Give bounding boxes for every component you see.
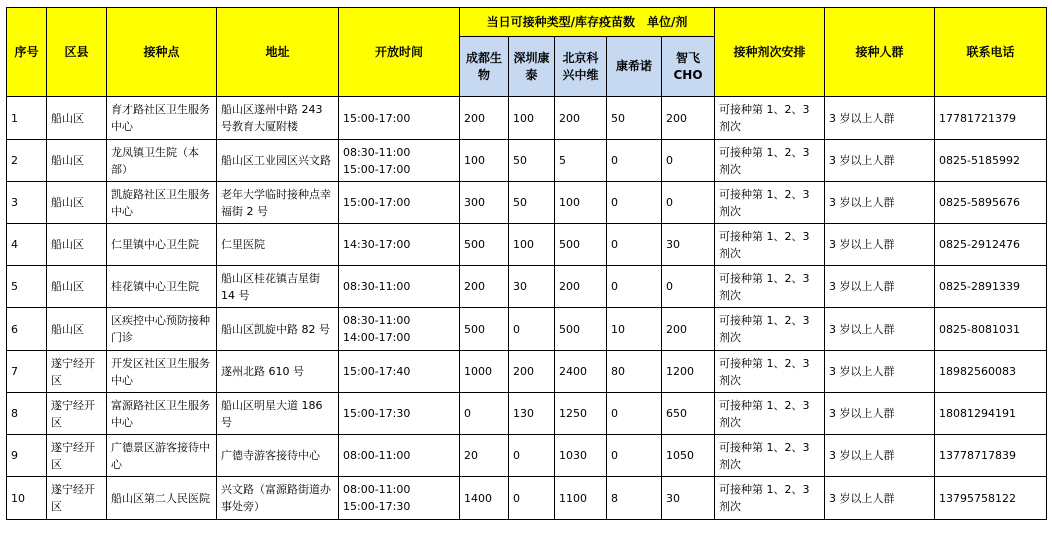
cell-people: 3 岁以上人群: [825, 266, 935, 308]
table-row: [7, 224, 1047, 266]
header-vaccine-5: 智飞CHO: [662, 37, 715, 97]
cell-vaccine-count-3: 1030: [555, 435, 607, 477]
cell-vaccine-count-3: 500: [555, 308, 607, 351]
header-phone: 联系电话: [935, 8, 1047, 97]
table-row: [7, 393, 1047, 435]
cell-vaccine-count-3: 5: [555, 140, 607, 182]
hours-line: 08:00-11:00: [343, 449, 411, 462]
cell-county: 遂宁经开区: [47, 351, 107, 393]
cell-county: 船山区: [47, 182, 107, 224]
header-address: 地址: [217, 8, 339, 97]
hours-line: 15:00-17:00: [343, 196, 411, 209]
cell-vaccine-count-1: 1400: [460, 477, 509, 520]
cell-county: 遂宁经开区: [47, 393, 107, 435]
cell-hours: [339, 351, 460, 393]
cell-seq: 6: [7, 308, 47, 351]
cell-dose: 可接种第 1、2、3 剂次: [715, 224, 825, 266]
cell-seq: 8: [7, 393, 47, 435]
cell-address: 船山区工业园区兴文路: [217, 140, 339, 182]
cell-vaccine-count-5: 0: [662, 182, 715, 224]
table-row: [7, 477, 1047, 520]
cell-county: 遂宁经开区: [47, 435, 107, 477]
cell-county: 船山区: [47, 224, 107, 266]
cell-vaccine-count-3: 500: [555, 224, 607, 266]
cell-vaccine-count-5: 200: [662, 97, 715, 140]
cell-site: 广德景区游客接待中心: [107, 435, 217, 477]
hours-line: 08:30-11:00: [343, 280, 411, 293]
header-county: 区县: [47, 8, 107, 97]
cell-vaccine-count-1: 500: [460, 224, 509, 266]
cell-vaccine-count-2: 200: [509, 351, 555, 393]
cell-phone: 18982560083: [935, 351, 1047, 393]
cell-hours: [339, 308, 460, 351]
cell-seq: 9: [7, 435, 47, 477]
cell-site: 区疾控中心预防接种门诊: [107, 308, 217, 351]
cell-vaccine-count-5: 0: [662, 266, 715, 308]
cell-hours: [339, 266, 460, 308]
cell-address: 船山区凯旋中路 82 号: [217, 308, 339, 351]
cell-vaccine-count-1: 1000: [460, 351, 509, 393]
cell-address: 船山区遂州中路 243 号教育大厦附楼: [217, 97, 339, 140]
cell-vaccine-count-3: 2400: [555, 351, 607, 393]
cell-vaccine-count-5: 0: [662, 140, 715, 182]
cell-address: 广德寺游客接待中心: [217, 435, 339, 477]
cell-dose: 可接种第 1、2、3 剂次: [715, 266, 825, 308]
hours-line: 08:30-11:00: [343, 145, 411, 159]
cell-vaccine-count-1: 20: [460, 435, 509, 477]
cell-people: 3 岁以上人群: [825, 393, 935, 435]
cell-people: 3 岁以上人群: [825, 182, 935, 224]
cell-vaccine-count-1: 100: [460, 140, 509, 182]
cell-vaccine-count-2: 0: [509, 435, 555, 477]
cell-dose: 可接种第 1、2、3 剂次: [715, 97, 825, 140]
cell-vaccine-count-4: 0: [607, 224, 662, 266]
header-hours: 开放时间: [339, 8, 460, 97]
cell-address: 船山区明星大道 186 号: [217, 393, 339, 435]
cell-hours: [339, 97, 460, 140]
cell-vaccine-count-1: 300: [460, 182, 509, 224]
table-row: [7, 140, 1047, 182]
hours-line: 15:00-17:00: [343, 111, 411, 125]
hours-line: 15:00-17:30: [343, 500, 411, 513]
cell-site: 龙凤镇卫生院（本部）: [107, 140, 217, 182]
cell-county: 船山区: [47, 97, 107, 140]
cell-county: 遂宁经开区: [47, 477, 107, 520]
cell-vaccine-count-3: 200: [555, 97, 607, 140]
cell-phone: 0825-2912476: [935, 224, 1047, 266]
cell-vaccine-count-4: 10: [607, 308, 662, 351]
cell-seq: 7: [7, 351, 47, 393]
cell-vaccine-count-2: 0: [509, 477, 555, 520]
cell-dose: 可接种第 1、2、3 剂次: [715, 435, 825, 477]
cell-vaccine-count-2: 100: [509, 224, 555, 266]
cell-people: 3 岁以上人群: [825, 224, 935, 266]
cell-vaccine-count-2: 30: [509, 266, 555, 308]
cell-vaccine-count-5: 1050: [662, 435, 715, 477]
header-site: 接种点: [107, 8, 217, 97]
table-row: [7, 351, 1047, 393]
cell-vaccine-count-2: 100: [509, 97, 555, 140]
hours-line: 08:30-11:00: [343, 314, 411, 327]
cell-county: 船山区: [47, 140, 107, 182]
cell-phone: 18081294191: [935, 393, 1047, 435]
hours-line: 08:00-11:00: [343, 483, 411, 496]
vaccination-sites-table: [6, 7, 1047, 520]
cell-site: 仁里镇中心卫生院: [107, 224, 217, 266]
cell-vaccine-count-5: 30: [662, 477, 715, 520]
hours-line: 14:00-17:00: [343, 331, 411, 344]
cell-site: 凯旋路社区卫生服务中心: [107, 182, 217, 224]
cell-vaccine-count-4: 8: [607, 477, 662, 520]
cell-site: 桂花镇中心卫生院: [107, 266, 217, 308]
cell-seq: 3: [7, 182, 47, 224]
table-row: [7, 308, 1047, 351]
cell-phone: 0825-5895676: [935, 182, 1047, 224]
cell-address: 船山区桂花镇吉星街 14 号: [217, 266, 339, 308]
cell-vaccine-count-4: 0: [607, 266, 662, 308]
cell-vaccine-count-5: 1200: [662, 351, 715, 393]
hours-line: 14:30-17:00: [343, 238, 411, 251]
cell-hours: [339, 435, 460, 477]
cell-seq: 2: [7, 140, 47, 182]
cell-address: 兴文路（富源路街道办事处旁）: [217, 477, 339, 520]
cell-hours: [339, 182, 460, 224]
cell-vaccine-count-1: 200: [460, 97, 509, 140]
table-row: [7, 97, 1047, 140]
cell-people: 3 岁以上人群: [825, 97, 935, 140]
cell-seq: 4: [7, 224, 47, 266]
cell-vaccine-count-5: 30: [662, 224, 715, 266]
header-vaccine-2: 深圳康泰: [509, 37, 555, 97]
cell-hours: [339, 477, 460, 520]
cell-vaccine-count-1: 500: [460, 308, 509, 351]
header-seq: 序号: [7, 8, 47, 97]
header-vaccine-4: 康希诺: [607, 37, 662, 97]
cell-dose: 可接种第 1、2、3 剂次: [715, 477, 825, 520]
cell-address: 仁里医院: [217, 224, 339, 266]
cell-hours: [339, 140, 460, 182]
cell-address: 遂州北路 610 号: [217, 351, 339, 393]
cell-vaccine-count-4: 50: [607, 97, 662, 140]
hours-line: 15:00-17:00: [343, 162, 411, 176]
header-vaccine-3: 北京科兴中维: [555, 37, 607, 97]
cell-vaccine-count-5: 200: [662, 308, 715, 351]
cell-vaccine-count-3: 200: [555, 266, 607, 308]
cell-phone: 0825-2891339: [935, 266, 1047, 308]
cell-hours: [339, 224, 460, 266]
cell-people: 3 岁以上人群: [825, 140, 935, 182]
cell-seq: 1: [7, 97, 47, 140]
cell-vaccine-count-2: 50: [509, 140, 555, 182]
table-row: [7, 266, 1047, 308]
cell-site: 育才路社区卫生服务中心: [107, 97, 217, 140]
cell-site: 开发区社区卫生服务中心: [107, 351, 217, 393]
cell-dose: 可接种第 1、2、3 剂次: [715, 351, 825, 393]
cell-vaccine-count-2: 0: [509, 308, 555, 351]
table-row: [7, 182, 1047, 224]
cell-dose: 可接种第 1、2、3 剂次: [715, 182, 825, 224]
cell-dose: 可接种第 1、2、3 剂次: [715, 140, 825, 182]
cell-phone: 13795758122: [935, 477, 1047, 520]
header-vaccine-1: 成都生物: [460, 37, 509, 97]
cell-people: 3 岁以上人群: [825, 435, 935, 477]
cell-site: 船山区第二人民医院: [107, 477, 217, 520]
cell-hours: [339, 393, 460, 435]
hours-line: 15:00-17:30: [343, 407, 411, 420]
cell-people: 3 岁以上人群: [825, 477, 935, 520]
cell-vaccine-count-4: 0: [607, 393, 662, 435]
cell-phone: 0825-8081031: [935, 308, 1047, 351]
table-row: [7, 435, 1047, 477]
cell-site: 富源路社区卫生服务中心: [107, 393, 217, 435]
cell-phone: 17781721379: [935, 97, 1047, 140]
cell-vaccine-count-4: 0: [607, 435, 662, 477]
cell-vaccine-count-1: 0: [460, 393, 509, 435]
header-dose: 接种剂次安排: [715, 8, 825, 97]
cell-dose: 可接种第 1、2、3 剂次: [715, 393, 825, 435]
cell-vaccine-count-3: 1100: [555, 477, 607, 520]
header-people: 接种人群: [825, 8, 935, 97]
cell-phone: 13778717839: [935, 435, 1047, 477]
cell-vaccine-count-1: 200: [460, 266, 509, 308]
cell-vaccine-count-3: 100: [555, 182, 607, 224]
header-vaccine-group: 当日可接种类型/库存疫苗数 单位/剂: [460, 8, 715, 37]
cell-vaccine-count-5: 650: [662, 393, 715, 435]
table-body: [7, 97, 1047, 520]
cell-seq: 10: [7, 477, 47, 520]
cell-county: 船山区: [47, 266, 107, 308]
cell-county: 船山区: [47, 308, 107, 351]
cell-vaccine-count-4: 0: [607, 182, 662, 224]
cell-vaccine-count-2: 130: [509, 393, 555, 435]
cell-people: 3 岁以上人群: [825, 351, 935, 393]
cell-vaccine-count-4: 80: [607, 351, 662, 393]
cell-address: 老年大学临时接种点幸福街 2 号: [217, 182, 339, 224]
cell-dose: 可接种第 1、2、3 剂次: [715, 308, 825, 351]
cell-vaccine-count-3: 1250: [555, 393, 607, 435]
cell-seq: 5: [7, 266, 47, 308]
cell-phone: 0825-5185992: [935, 140, 1047, 182]
cell-vaccine-count-2: 50: [509, 182, 555, 224]
cell-vaccine-count-4: 0: [607, 140, 662, 182]
cell-people: 3 岁以上人群: [825, 308, 935, 351]
hours-line: 15:00-17:40: [343, 365, 411, 378]
